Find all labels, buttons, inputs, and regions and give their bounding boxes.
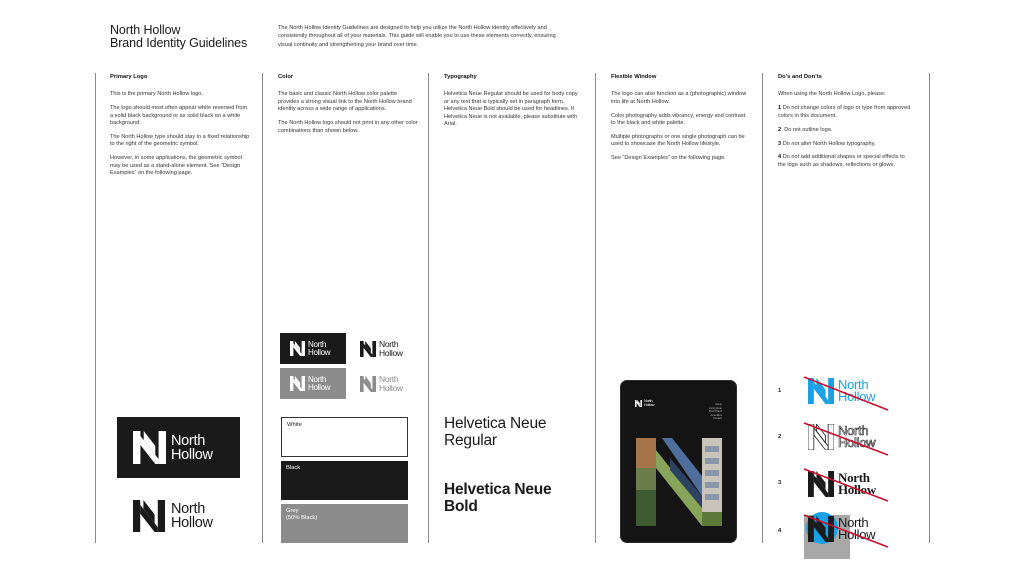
logo-word-hollow: Hollow [379,382,403,393]
north-hollow-mark-icon [290,341,305,356]
cross-out-lines [800,372,895,552]
paragraph: The North Hollow type should stay in a fixed relationship to the right of the geometric symbol. [110,134,250,148]
paragraph: See “Design Examples” on the following page. [611,155,726,162]
north-hollow-mark-icon [133,431,166,464]
type-sample-line: Helvetica Neue [444,481,552,498]
tablet-menu [709,403,722,421]
paragraph: The basic and classic North Hollow color palette provides a strong visual link to the North Hollow brand identity across a wide range of applications. [278,91,412,113]
rule-number: 2 [778,126,782,133]
north-hollow-mark-icon [290,376,305,391]
example-number: 3 [778,480,782,486]
cross-out-line-2 [804,423,888,455]
section-heading: Do’s and Don’ts [778,74,822,80]
tablet-menu-item[interactable]: Contact [713,417,722,421]
cross-out-line-1 [804,377,888,410]
tablet-mockup [620,380,737,543]
north-hollow-mark-icon [360,341,376,357]
cross-out-line-4 [804,515,888,547]
section-heading: Primary Logo [110,74,148,80]
tablet-menu-item[interactable]: Home [715,403,722,406]
tablet-menu-item[interactable]: Living Here [708,406,722,410]
primary-logo-positive [133,500,213,532]
section-flexible-window [611,74,751,169]
title-line-1: North Hollow [110,23,181,37]
column-divider [595,73,596,543]
logo-word-north: North [838,515,869,530]
rule-item [778,105,913,120]
cross-out-line-3 [804,469,888,501]
section-heading: Color [278,74,294,80]
rule-number: 4 [778,154,782,161]
swatch-grey [281,504,408,543]
column-divider [762,73,763,543]
logo-word-north: North [171,432,205,449]
logo-word-hollow: Hollow [379,347,403,358]
paragraph: When using the North Hollow Logo, please: [778,91,886,98]
north-hollow-mark-icon [635,400,642,407]
rule-text: Do not change colors of logo or type from approved colors in this document. [778,105,911,119]
logo-variant-white-on-grey [280,368,346,399]
paragraph: Helvetica Neue Regular should be used for body copy or any text that is typically set in paragraph form. Helvetica Neue Bold should be used for headlines. If Helvetica Neue is not available, please substitute with Arial. [444,91,578,128]
swatch-label: Black [286,465,301,471]
logo-word-north: North [308,374,327,384]
title-line-2: Brand Identity Guidelines [110,36,248,50]
north-hollow-mark-icon [360,376,376,392]
section-primary-logo [110,74,250,184]
section-heading: Flexible Window [611,74,657,80]
paragraph: The North Hollow logo should not print in any other color combinations than shown below. [278,120,418,134]
logo-variant-grey-on-white [360,375,403,392]
page-title [110,24,247,50]
swatch-label: Grey [286,508,299,514]
rule-text: Do not alter North Hollow typography. [782,140,876,147]
rule-number: 3 [778,140,782,147]
rule-text: Do not outline logo. [784,126,833,133]
rule-text: Do not add additional shapes or special effects to the logo such as shadows, reflections or glows. [778,154,905,168]
section-dos-donts [778,74,913,176]
primary-logo-reversed [117,417,240,478]
type-sample-line: Helvetica Neue [444,415,547,432]
logo-word-north: North [379,374,399,384]
logo-variant-white-on-black [280,333,346,364]
intro-text: The North Hollow Identity Guidelines are designed to help you utilize the North Hollow identity effectively and consistently throughout all of your materials. This guide will enable you to use these elements correctly, ensuring visual continuity and strengthening your brand over time. [278,25,556,48]
logo-word-hollow: Hollow [838,482,876,497]
logo-word-north: North [838,423,869,438]
swatch-label: White [287,422,302,428]
swatch-sublabel: (50% Black) [286,515,318,521]
example-number: 1 [778,388,782,394]
logo-word-north: North [838,470,870,485]
north-hollow-mark-icon [133,500,165,532]
logo-word-hollow: Hollow [308,382,331,392]
type-sample-line: Bold [444,498,478,515]
swatch-black [281,461,408,500]
paragraph: Color photography adds vibrancy, energy and contrast to the black and white palette. [611,112,746,127]
paragraph: The logo can also function as a (photographic) window into life at North Hollow. [611,91,747,105]
rule-item [778,141,913,148]
paragraph: The logo should most often appear white reversed from a solid black background or as solid black on a white background. [110,105,248,127]
type-sample-line: Regular [444,432,497,449]
tablet-menu-item[interactable]: Floor Plans [708,410,722,414]
section-typography [444,74,584,135]
logo-word-north: North [171,501,205,517]
example-number: 4 [778,528,782,534]
photo-window-mark [636,438,722,526]
logo-variant-black-on-white [360,340,403,357]
logo-word-north: North [644,398,653,403]
logo-word-north: North [308,339,327,349]
rule-number: 1 [778,105,782,112]
section-heading: Typography [444,74,477,80]
type-sample-bold [444,481,551,515]
logo-word-hollow: Hollow [308,347,331,357]
swatch-white [281,417,408,457]
type-sample-regular [444,415,546,449]
column-divider [95,73,96,543]
paragraph: This is the primary North Hollow logo. [110,91,203,98]
column-divider [428,73,429,543]
logo-word-hollow: Hollow [171,446,213,463]
example-number: 2 [778,434,782,440]
logo-word-hollow: Hollow [644,402,655,407]
rule-item [778,154,913,169]
logo-word-hollow: Hollow [171,515,213,531]
column-divider [262,73,263,543]
tablet-logo [635,399,654,407]
tablet-menu-item[interactable]: Amenities [710,413,722,417]
logo-word-north: North [379,339,399,349]
rule-item [778,127,913,134]
logo-word-hollow: Hollow [838,389,876,404]
column-divider [929,73,930,543]
logo-word-hollow: Hollow [838,435,876,450]
section-color [278,74,418,141]
paragraph: However, in some applications, the geometric symbol may be used as a stand-alone element. See “Design Examples” on the following page. [110,155,242,177]
logo-word-hollow: Hollow [838,527,876,542]
logo-word-north: North [838,377,869,392]
paragraph: Multiple photographs or one single photograph can be used to showcase the North Hollow lifestyle. [611,134,745,148]
